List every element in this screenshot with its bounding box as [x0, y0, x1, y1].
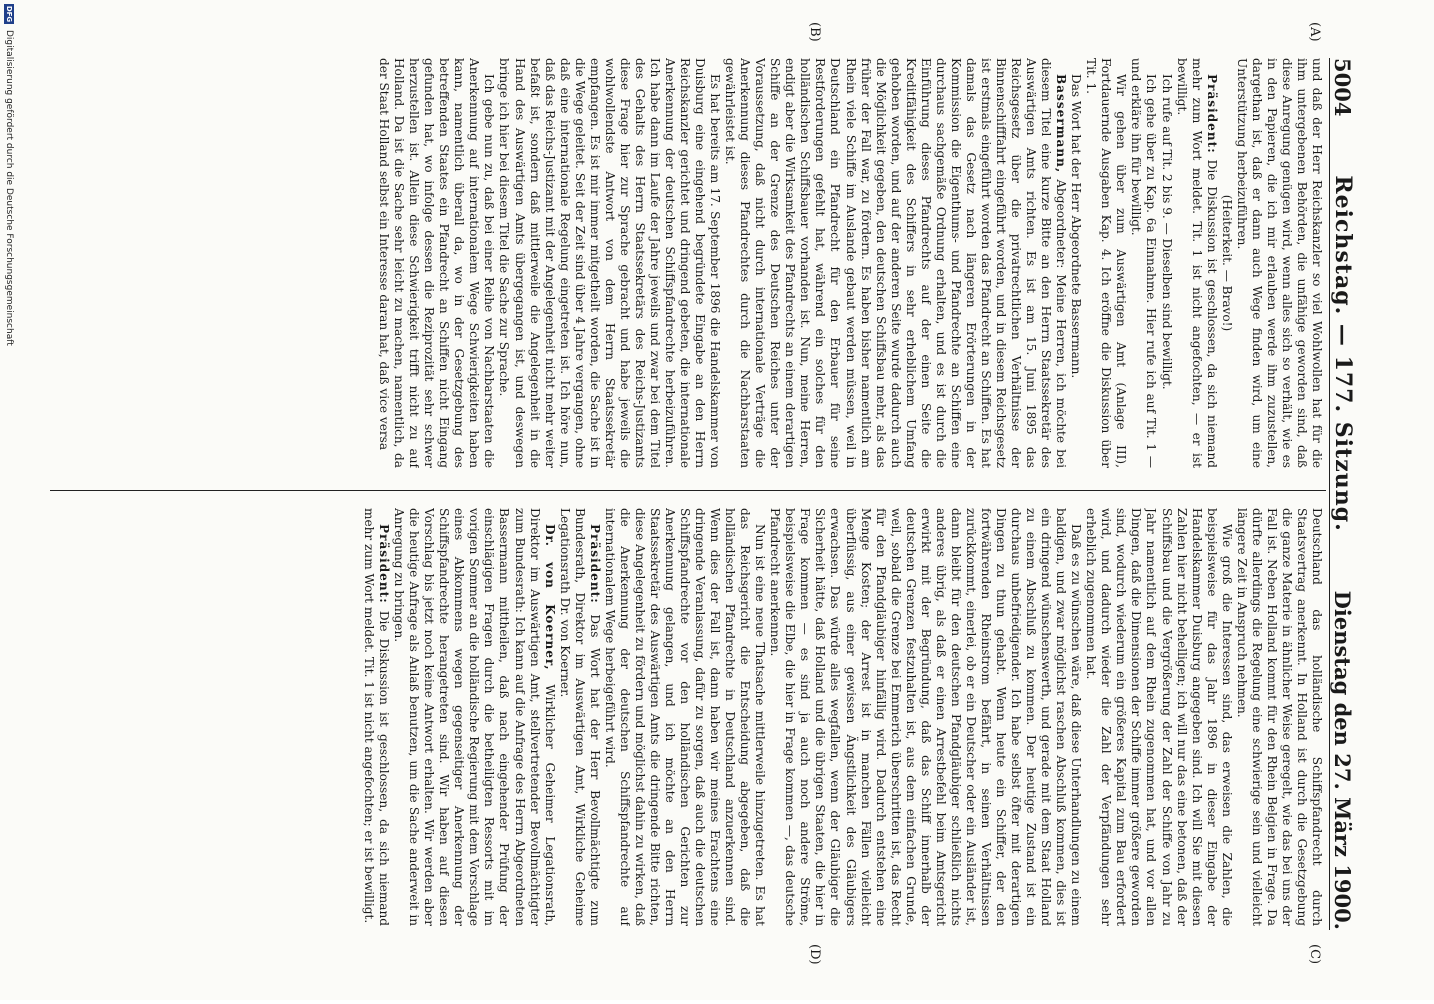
left-column-paragraph [496, 58, 722, 468]
paragraph-text: Ich gehe über zu Kap. 6a Einnahme. Hier rufe ich auf Tit. 1 — und erkläre ihn für bewilligt. [1129, 58, 1159, 468]
right-text-column [15, 508, 1324, 926]
paragraph-text: Die Diskussion ist geschlossen, da sich niemand mehr zum Wort meldet. Tit. 1 ist nicht angefochten, — er ist bewilligt. [1174, 58, 1219, 468]
right-column-paragraph [557, 508, 602, 926]
left-column-paragraph [1234, 58, 1324, 468]
paragraph-text: Das Wort hat der Herr Abgeordnete Bassermann. [1069, 74, 1084, 379]
margin-marker-a: (A) [1307, 22, 1322, 42]
margin-marker-c: (C) [1307, 944, 1322, 965]
paragraph-text: (Heiterkeit. — Bravo!) [1219, 194, 1234, 332]
left-column-paragraph [722, 58, 1068, 468]
dfg-logo: DFG [5, 5, 13, 23]
paragraph-text: Die Diskussion ist geschlossen, da sich niemand mehr zum Wort meldet. Tit. 1 ist nicht angefochten; er ist bewilligt. [362, 508, 392, 926]
page-number: 5004 [1330, 58, 1355, 117]
left-column-paragraph [1219, 58, 1234, 468]
left-column-paragraph [1158, 58, 1173, 468]
right-column-paragraph [1234, 508, 1324, 926]
paragraph-text: Wir gehen über zum Auswärtigen Amt (Anlage III), Fortdauernde Ausgaben Kap. 4. Ich eröffne die Diskussion über Tit. 1. [1084, 58, 1129, 468]
right-column-paragraph [391, 508, 557, 926]
margin-marker-d: (D) [807, 944, 822, 965]
paragraph-text: Es hat bereits am 17. September 1896 die Handelskammer von Duisburg eine eingehend begründete Eingabe an den Herrn Reichskanzler gerichtet und dringend gebeten, die internationale Anerkennung der deutschen Schiffspfandrechte herbeizuführen. Ich habe dann im Laufe der Jahre jeweils und zwar bei dem Titel des Gehalts des Herrn Staatssekretärs des Reichs-Justizamts diese Frage hier zur Sprache gebracht und habe jeweils die wohlwollendste Antwort von dem Herrn Staatssekretär empfangen. Es ist mir immer mitgetheilt worden, die Sache ist in die Wege geleitet. Seit der Zeit sind über 4 Jahre vergangen, ohne daß eine internationale Regelung eingetreten ist. Ich höre nun, daß das Reichs-Justizamt mit der Angelegenheit nicht mehr weiter befaßt ist, sondern daß mittlerweile die Angelegenheit in die Hand des Auswärtigen Amts übergegangen ist, und deswegen bringe ich hier bei diesem Titel die Sache zur Sprache. [497, 58, 723, 468]
session-date: Dienstag den 27. März 1900. [1330, 590, 1355, 930]
speaker-name: Präsident: [587, 524, 602, 604]
right-column-paragraph [361, 508, 391, 926]
paragraph-text: Wirklicher Geheimer Legationsrath, Direktor im Auswärtigen Amt, stellvertretender Bevollmächtigter zum Bundesrath: Ich kann auf die Anfrage des Herrn Abgeordneten Bassermann mittheilen, daß nach eingehender Prüfung der einschlägigen Fragen durch die betheiligten Ressorts mit im vorigen Sommer an die holländische Regierung mit dem Vorschlage eines Abkommens wegen gegenseitiger Anerkennung der Schiffspfandrechte herangetreten sind. Wir haben auf diesen Vorschlag bis jetzt noch keine Antwort erhalten. Wir werden aber die heutige Anfrage als Anlaß benutzen, um die Sache anderweit in Anregung zu bringen. [392, 508, 557, 926]
speaker-name: Präsident: [1204, 74, 1219, 154]
page-header [1329, 58, 1364, 930]
margin-marker-b: (B) [807, 22, 822, 42]
digitization-footer [2, 0, 16, 1004]
speaker-name: Dr. von Koerner, [542, 524, 557, 671]
paragraph-text: Abgeordneter: Meine Herren, ich möchte bei diesem Titel eine kurze Bitte an den Herrn Staatssekretär des Auswärtigen Amts richten. Es ist am 15. Juni 1895 das Reichsgesetz über die privatrechtlichen Verhältnisse der Binnenschifffahrt eingeführt worden, und in diesem Reichsgesetz ist erstmals eingeführt worden das Pfandrecht an Schiffen. Es hat damals das Gesetz nach längeren Erörterungen in der Kommission die Eigenthums- und Pfandrechte an Schiffen eine durchaus sachgemäße Ordnung erhalten, und es ist durch die Einführung dieses Pfandrechts auf der einen Seite die Kreditfähigkeit des Schiffers in sehr erheblichem Umfang gehoben worden, und auf der anderen Seite wurde dadurch auch die Möglichkeit gegeben, den deutschen Schiffsbau mehr, als das früher der Fall war, zu fördern. Es haben bisher namentlich am Rhein viele Schiffe im Auslande gebaut werden müssen, weil in Deutschland ein Pfandrecht für den Erbauer für seine Restforderungen gefehlt hat, während ein solches für den holländischen Schiffsbauer vorhanden ist. Nun, meine Herren, endigt aber die Wirksamkeit des Pfandrechts an einem derartigen Schiffe an der Grenze des Deutschen Reiches unter der Voraussetzung, daß nicht durch internationale Verträge die Anerkennung dieses Pfandrechtes durch die Nachbarstaaten gewährleistet ist. [723, 58, 1069, 468]
paragraph-text: Nun ist eine neue Thatsache mittlerweile hinzugetreten. Es hat das Reichsgericht die Entscheidung abgegeben, daß die holländischen Pfandrechte in Deutschland anzuerkennen sind. Wenn dies der Fall ist, dann haben wir meines Erachtens eine dringende Veranlassung, dafür zu sorgen, daß auch die deutschen Schiffspfandrechte vor den holländischen Gerichten zur Anerkennung gelangen, und ich möchte an den Herrn Staatssekretär des Auswärtigen Amts die dringende Bitte richten, diese Angelegenheit zu fördern und möglichst dahin zu wirken, daß die Anerkennung der deutschen Schiffspfandrechte auf internationalem Wege herbeigeführt wird. [602, 508, 768, 926]
paragraph-text: Ich rufe auf Tit. 2 bis 9. — Dieselben sind bewilligt. [1159, 74, 1174, 390]
paragraph-text: Deutschland das holländische Schiffspfandrecht durch Staatsvertrag anerkennt. In Holland ist durch die Gesetzgebung die ganze Materie in ähnlicher Weise geregelt, wie das bei uns der Fall ist. Neben Holland kommt für den Rhein Belgien in Frage. Da dürfte allerdings die Regelung eine schwierige sein und vielleicht längere Zeit in Anspruch nehmen. [1234, 508, 1324, 926]
right-column-paragraph [602, 508, 768, 926]
column-divider [50, 490, 1326, 491]
paragraph-text: Wie groß die Interessen sind, das erweisen die Zahlen, die beispielsweise für das Jahr 1896 in dieser Eingabe der Handelskammer Duisburg angegeben sind. Ich will Sie mit diesen Zahlen hier nicht behelligen; ich will nur das eine betonen, daß der Schiffsbau und die Vergrößerung der Zahl der Schiffe von Jahr zu Jahr namentlich auf dem Rhein zugenommen hat, und vor allen Dingen, daß die Dimensionen der Schiffe immer größere geworden sind, wodurch wiederum ein größeres Kapital zum Bau erfordert wird, und dadurch wieder die Zahl der Verpfändungen sehr erheblich zugenommen hat. [1084, 508, 1234, 926]
digitization-credit: Digitalisierung gefördert durch die Deutsche Forschungsgemeinschaft [4, 30, 14, 346]
left-column-paragraph [1068, 58, 1083, 468]
right-column-paragraph [767, 508, 1083, 926]
paragraph-text: Ich gebe nun zu, daß bei einer Reihe von Nachbarstaaten die Anerkennung auf internationalem Wege Schwierigkeiten haben kann, namentlich überall da, wo in der Gesetzgebung des betreffenden Staates ein Pfandrecht an Schiffen nicht Eingang gefunden hat, wo infolge dessen die Reziprozität sehr schwer herzustellen ist. Allein diese Schwierigkeit trifft nicht zu auf Holland. Da ist die Sache sehr leicht zu machen, namentlich, da der Staat Holland selbst ein Interesse daran hat, daß vice versa [377, 58, 497, 468]
right-column-paragraph [1083, 508, 1233, 926]
speaker-name: Präsident: [377, 524, 392, 604]
left-column-paragraph [376, 58, 496, 468]
paragraph-text: Das Wort hat der Herr Bevollmächtigte zum Bundesrath, Direktor im Auswärtigen Amt, Wirkliche Geheime Legationsrath Dr. von Koerner. [557, 508, 602, 926]
left-column-paragraph [1174, 58, 1219, 468]
left-column-paragraph [1083, 58, 1128, 468]
session-title: Reichstag. — 177. Sitzung. [1330, 175, 1356, 532]
left-column-paragraph [1128, 58, 1158, 468]
left-text-column [15, 58, 1324, 468]
paragraph-text: Daß es zu wünschen wäre, daß diese Unterhandlungen zu einem baldigen, und zwar möglichst raschen Abschluß kommen, dies ist ein dringend wünschenswerth, und gerade mit dem Staat Holland zu einem Abschluß zu kommen. Der heutige Zustand ist ein durchaus unbefriedigender. Ich habe selbst öfter mit derartigen Dingen zu thun gehabt. Wenn heute ein Schiffer, der den fortwährenden Rheinstrom befährt, in seinen Verhältnissen zurückkommt, einerlei, ob er ein Deutscher oder ein Ausländer ist, dann bleibt für den deutschen Pfandgläubiger schließlich nichts anderes übrig, als daß er einen Arrestbefehl beim Amtsgericht erwirkt mit der Begründung, daß das Schiff innerhalb der deutschen Grenzen festzuhalten ist, aus dem einfachen Grunde, weil, sobald die Grenze bei Emmerich überschritten ist, das Recht für den Pfandgläubiger hinfällig wird. Dadurch entstehen eine Menge Kosten; der Arrest ist in manchen Fällen vielleicht überflüssig, aus einer gewissen Ängstlichkeit des Gläubigers erwachsen. Das würde alles wegfallen, wenn der Gläubiger die Sicherheit hätte, daß Holland und die übrigen Staaten, die hier in Frage kommen — es sind ja auch noch andere Ströme, beispielsweise die Elbe, die hier in Frage kommen —, das deutsche Pfandrecht anerkennen. [768, 508, 1084, 926]
paragraph-text: und daß der Herr Reichskanzler so viel Wohlwollen hat für die ihm untergebenen Behörden, die unfähige geworden sind, daß diese Anregung genügen wird, wenn alles sich so verhält, wie es in den Papieren, die ich mir erlauben werde ihm zuzustellen, dargethan ist, daß er dann auch Wege finden wird, um eine Unterstützung herbeizuführen. [1234, 58, 1324, 468]
speaker-name: Bassermann, [1054, 74, 1069, 174]
